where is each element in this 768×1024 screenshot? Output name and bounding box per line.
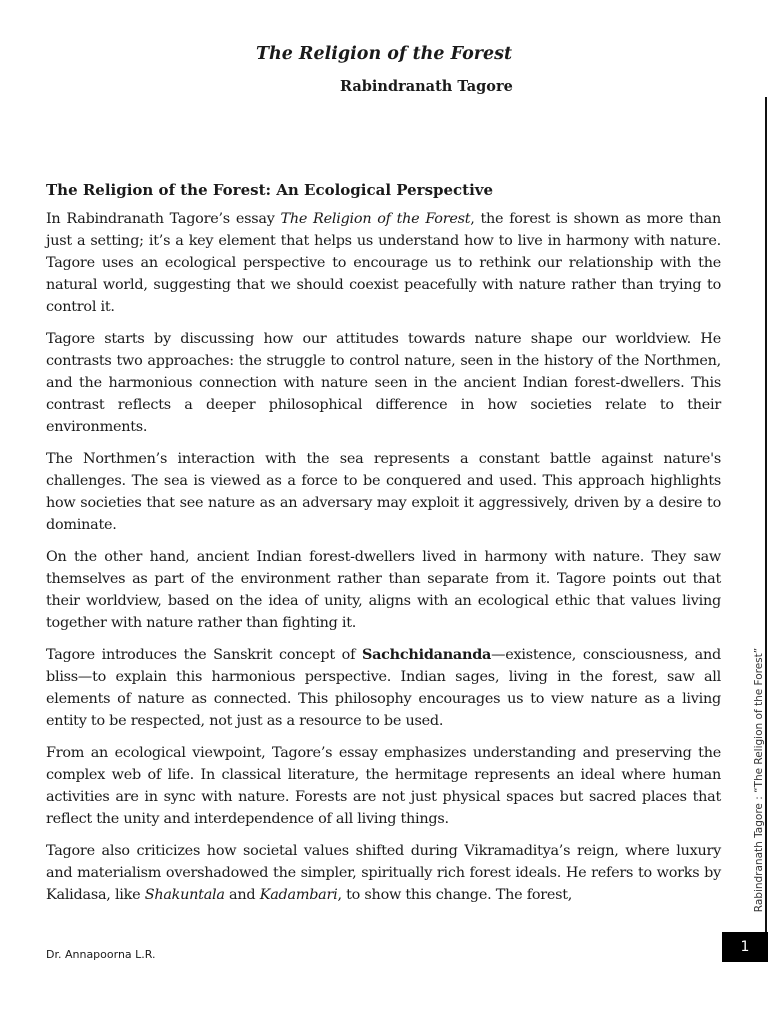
- paragraph-4: On the other hand, ancient Indian forest-dwellers lived in harmony with nature. They saw themselves as part of the environment rather than separate from it. Tagore points out that their worldview, based on the idea of unity, aligns with an ecological ethic that values living together with nature rather than fighting it.: [46, 549, 721, 631]
- paragraph-3: The Northmen’s interaction with the sea represents a constant battle against nature's challenges. The sea is viewed as a force to be conquered and used. This approach highlights how societies that see nature as an adversary may exploit it aggressively, driven by a desire to dominate.: [46, 451, 721, 533]
- paragraph-2: Tagore starts by discussing how our attitudes towards nature shape our worldview. He contrasts two approaches: the struggle to control nature, seen in the history of the Northmen, and the harmonious connection with nature seen in the ancient Indian forest-dwellers. This contrast reflects a deeper philosophical difference in how societies relate to their environments.: [46, 331, 721, 435]
- work-title-kadambari: Kadambari: [259, 887, 338, 903]
- document-title: The Religion of the Forest: [255, 44, 513, 64]
- running-title: Rabindranath Tagore : “The Religion of the Forest”: [753, 647, 765, 913]
- sachchidananda-term: Sachchidananda: [361, 646, 492, 663]
- essay-title-italic: The Religion of the Forest: [280, 211, 471, 227]
- paragraph-1: In Rabindranath Tagore’s essay The Religion of the Forest, the forest is shown as more than just a setting; it’s a key element that helps us understand how to live in harmony with nature. Tagore uses an ecological perspective to encourage us to rethink our relationship with the natural world, suggesting that we should coexist peacefully with nature rather than trying to control it.: [46, 211, 721, 315]
- article-body: [46, 178, 721, 916]
- paragraph-7: Tagore also criticizes how societal values shifted during Vikramaditya’s reign, where luxury and materialism overshadowed the simpler, spiritually rich forest ideals. He refers to works by Kalidasa, like Shakuntala and Kadambari, to show this change. The forest,: [46, 843, 721, 903]
- paragraph-5: Tagore introduces the Sanskrit concept of Sachchidananda—existence, consciousness, and bliss—to explain this harmonious perspective. Indian sages, living in the forest, saw all elements of nature as connected. This philosophy encourages us to view nature as a living entity to be respected, not just as a resource to be used.: [46, 646, 721, 729]
- document-author: Rabindranath Tagore: [340, 78, 513, 95]
- footer-author: Dr. Annapoorna L.R.: [46, 948, 156, 961]
- section-heading: The Religion of the Forest: An Ecological Perspective: [46, 181, 494, 199]
- work-title-shakuntala: Shakuntala: [144, 887, 225, 903]
- page-number: 1: [722, 932, 768, 962]
- margin-rule: [765, 97, 767, 932]
- paragraph-6: From an ecological viewpoint, Tagore’s essay emphasizes understanding and preserving the complex web of life. In classical literature, the hermitage represents an ideal where human activities are in sync with nature. Forests are not just physical spaces but sacred places that reflect the unity and interdependence of all living things.: [46, 745, 721, 827]
